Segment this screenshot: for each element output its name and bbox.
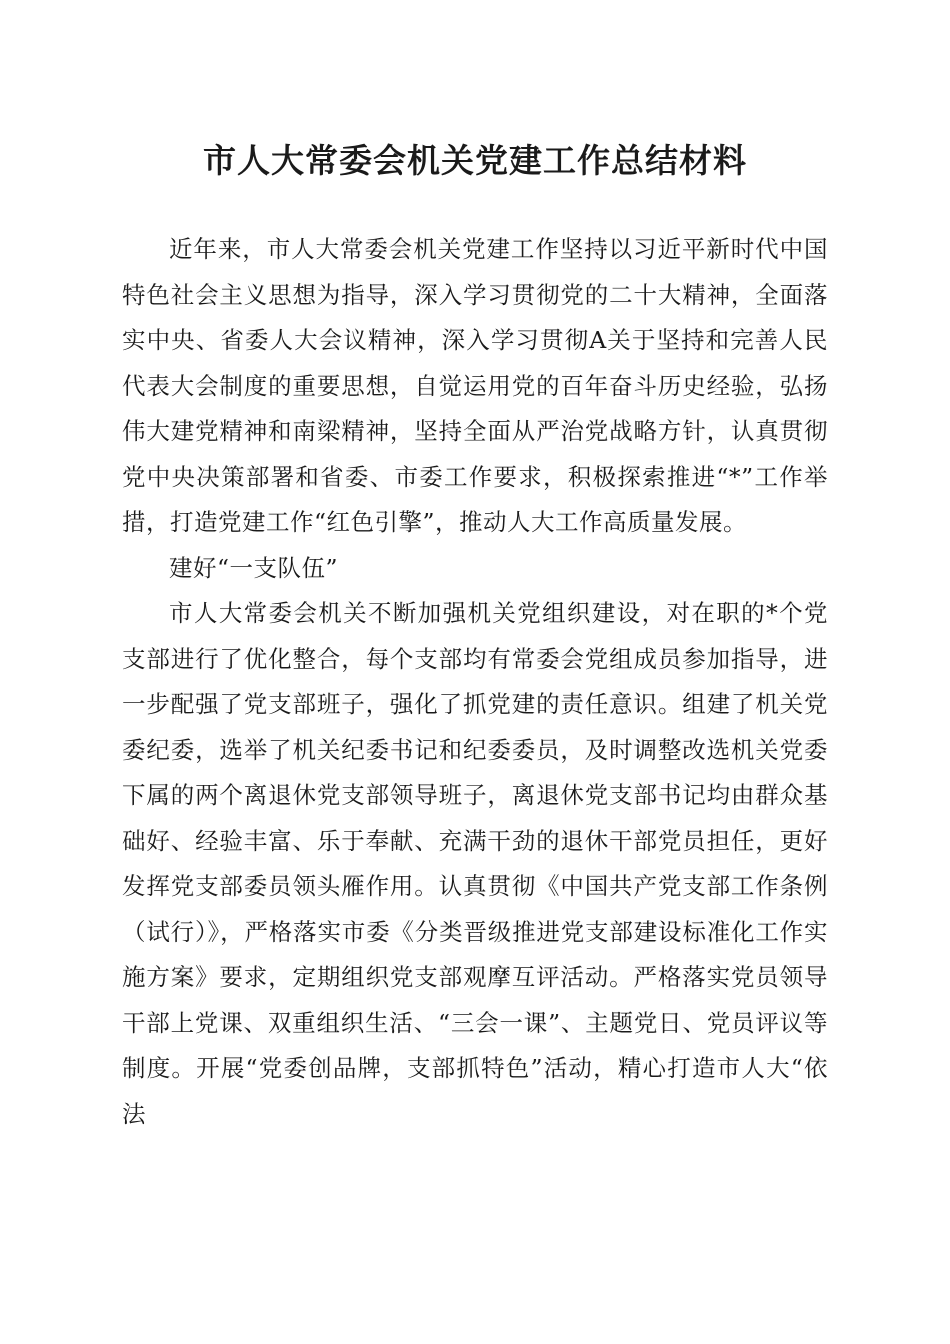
document-title: 市人大常委会机关党建工作总结材料 <box>203 141 747 180</box>
intro-paragraph: 近年来，市人大常委会机关党建工作坚持以习近平新时代中国特色社会主义思想为指导，深入学习贯彻党的二十大精神，全面落实中央、省委人大会议精神，深入学习贯彻A关于坚持和完善人民代表大会制度的重要思想，自觉运用党的百年奋斗历史经验，弘扬伟大建党精神和南梁精神，坚持全面从严治党战略方针，认真贯彻党中央决策部署和省委、市委工作要求，积极探索推进“*”工作举措，打造党建工作“红色引擎”，推动人大工作高质量发展。 <box>122 235 828 536</box>
document-body <box>122 227 828 1137</box>
section-heading: 建好“一支队伍” <box>169 553 339 582</box>
section-paragraph: 市人大常委会机关不断加强机关党组织建设，对在职的*个党支部进行了优化整合，每个支部均有常委会党组成员参加指导，进一步配强了党支部班子，强化了抓党建的责任意识。组建了机关党委纪委，选举了机关纪委书记和纪委委员，及时调整改选机关党委下属的两个离退休党支部领导班子，离退休党支部书记均由群众基础好、经验丰富、乐于奉献、充满干劲的退休干部党员担任，更好发挥党支部委员领头雁作用。认真贯彻《中国共产党支部工作条例（试行）》，严格落实市委《分类晋级推进党支部建设标准化工作实施方案》要求，定期组织党支部观摩互评活动。严格落实党员领导干部上党课、双重组织生活、“三会一课”、主题党日、党员评议等制度。开展“党委创品牌，支部抓特色”活动，精心打造市人大“依法 <box>122 599 828 1128</box>
